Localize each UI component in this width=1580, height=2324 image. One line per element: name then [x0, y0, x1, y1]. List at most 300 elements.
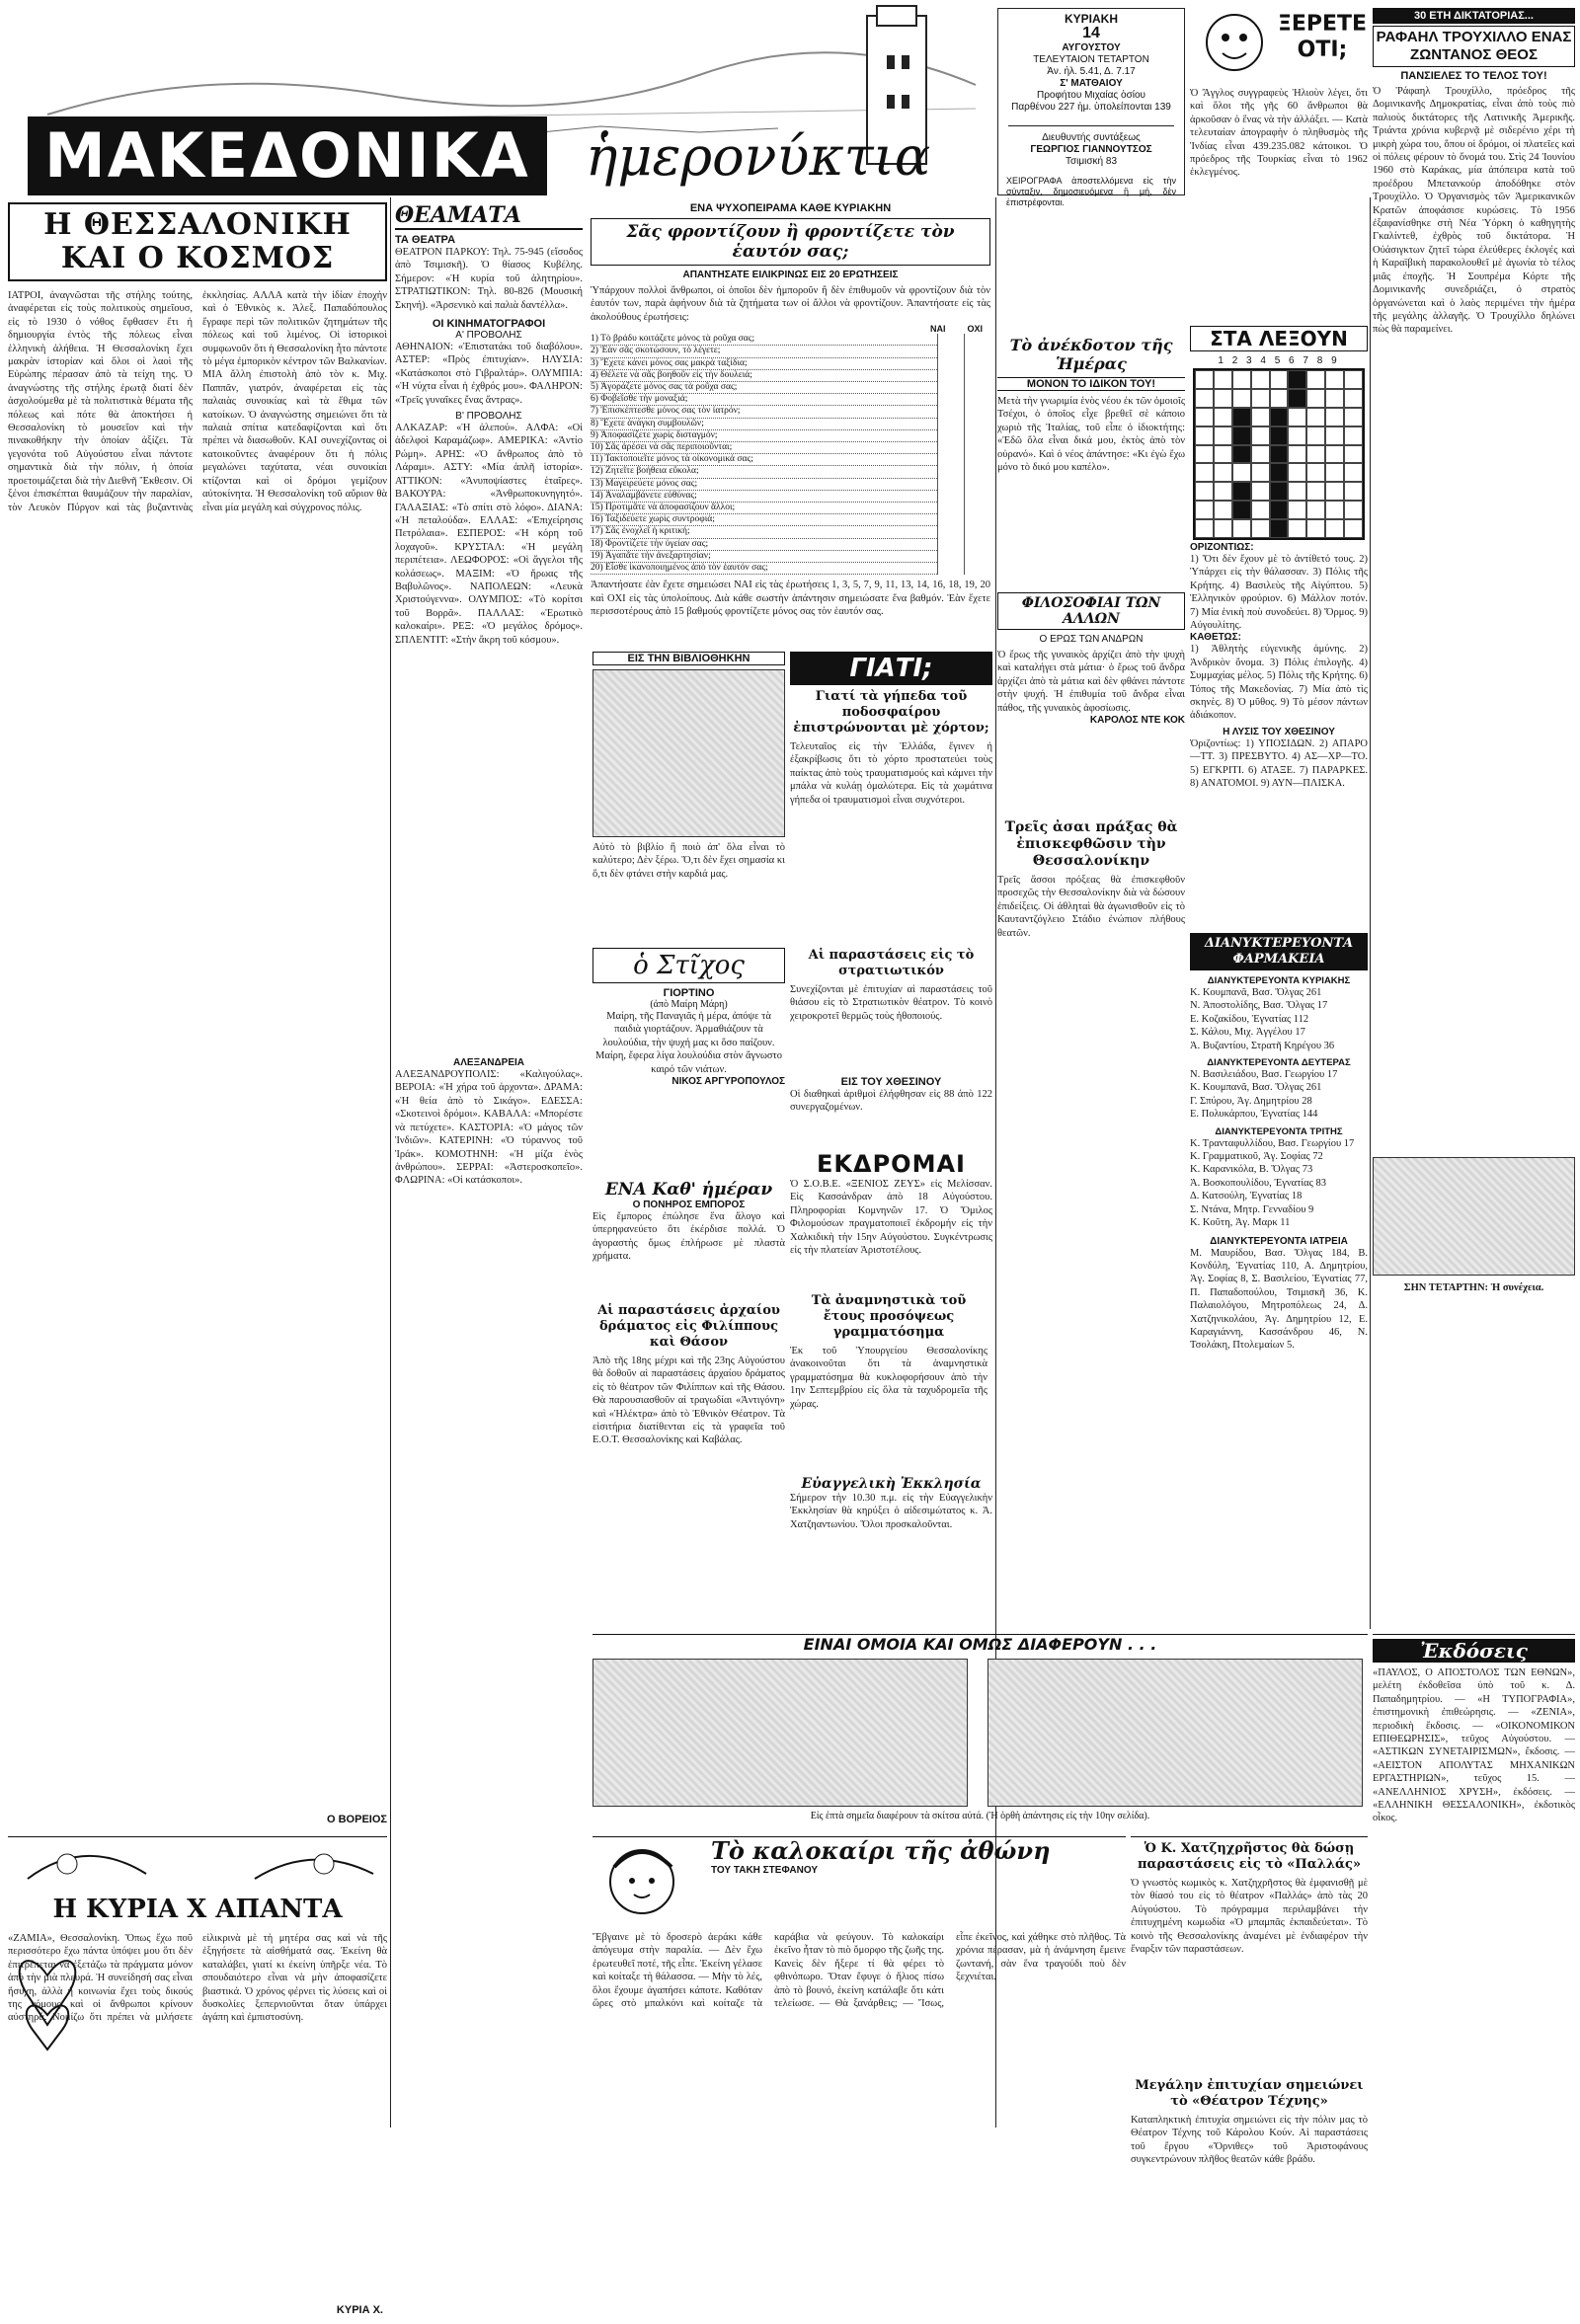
- crossword-cell[interactable]: [1232, 408, 1251, 426]
- chatzichristos-text: Ὁ γνωστὸς κωμικὸς κ. Χατζηχρῆστος θὰ ἐμφανισθῇ μὲ τὸν θίασό του εἰς τὸ θέατρον «Παλλάς» ἀπὸ τὰς 20 Αὐγούστου. Τὸ πρόγραμμα περιλαμβάνει τὴν ἐπιτυχημένη κωμωδία «Ὁ μπαμπᾶς ἐκπαιδεύεται». Τὸ κοινὸ τῆς Θεσσαλονίκης ἀναμένει μὲ ἐνδιαφέρον τὴν ἔναρξιν τῶν παραστάσεων.: [1131, 1878, 1368, 1956]
- ekdromai-box: [790, 1150, 992, 1288]
- question-yes-box[interactable]: [937, 382, 964, 394]
- crossword-cell[interactable]: [1344, 408, 1363, 426]
- manuscripts-note: ΧΕΙΡΟΓΡΑΦΑ ἀποστελλόμενα εἰς τὴν σύνταξιν, δημοσιευόμενα ἢ μή, δὲν ἐπιστρέφονται.: [1006, 176, 1176, 207]
- crossword-cell[interactable]: [1306, 426, 1325, 445]
- poem-author: (ἀπὸ Μαίρη Μάρη): [650, 999, 728, 1010]
- question-no-box[interactable]: [964, 466, 990, 478]
- question-yes-box[interactable]: [937, 358, 964, 370]
- philosophy-box: [997, 592, 1185, 810]
- crossword-cell[interactable]: [1232, 501, 1251, 519]
- question-list: [591, 334, 990, 575]
- crossword-cell[interactable]: [1214, 519, 1232, 538]
- church-text: Σήμερον τὴν 10.30 π.μ. εἰς τὴν Εὐαγγελικὴν Ἐκκλησίαν θὰ κηρύξει ὁ αἰδεσιμώτατος κ. Ἀ. Χατζηαντωνίου. Ὅλοι προσκαλοῦνται.: [790, 1493, 992, 1530]
- crossword-cell[interactable]: [1195, 519, 1214, 538]
- question-text: 8) Ἔχετε ἀνάγκη συμβουλῶν;: [591, 419, 937, 430]
- crossword-cell[interactable]: [1232, 389, 1251, 408]
- military-theatre-article: [790, 948, 992, 1066]
- aces-title: Τρεῖς ἀσαι πράξας θὰ ἐπισκεφθῶσιν τὴν Θεσσαλονίκην: [1004, 819, 1178, 869]
- question-row: [591, 454, 990, 466]
- question-yes-box[interactable]: [937, 491, 964, 503]
- director-label: Διευθυντής συντάξεως: [1042, 132, 1141, 143]
- crossword-cell[interactable]: [1270, 519, 1289, 538]
- crossword-cell[interactable]: [1195, 426, 1214, 445]
- question-text: 11) Τακτοποιεῖτε μόνος τὰ οἰκονομικά σας;: [591, 454, 937, 466]
- crossword-cell[interactable]: [1232, 519, 1251, 538]
- ekdoseis-title: Ἐκδόσεις: [1373, 1639, 1575, 1663]
- chatzichristos-title: Ὁ Κ. Χατζηχρῆστος θὰ δώσῃ παραστάσεις εἰς τὸ «Παλλάς»: [1138, 1841, 1361, 1872]
- masthead: [8, 6, 995, 195]
- pharmacies-section: [1190, 933, 1368, 1614]
- question-yes-box[interactable]: [937, 370, 964, 382]
- crossword-cell[interactable]: [1195, 408, 1214, 426]
- question-text: 20) Εἶσθε ἱκανοποιημένος ἀπὸ τὸν ἑαυτόν σας;: [591, 563, 937, 575]
- philosophy-title: ΦΙΛΟΣΟΦΙΑΙ ΤΩΝ ΑΛΛΩΝ: [997, 592, 1185, 630]
- crossword-cell[interactable]: [1288, 519, 1306, 538]
- spot-difference-title: ΕΙΝΑΙ ΟΜΟΙΑ ΚΑΙ ΟΜΩΣ ΔΙΑΦΕΡΟΥΝ . . .: [803, 1635, 1157, 1654]
- question-no-box[interactable]: [964, 551, 990, 563]
- ancient-drama-text: Ἀπὸ τῆς 18ης μέχρι καὶ τῆς 23ης Αὐγούστου θὰ δοθοῦν αἱ παραστάσεις ἀρχαίου δράματος εἰς τὸ θέατρον τῶν Φιλίππων καὶ τῆς Θάσου. Θὰ παρουσιασθοῦν αἱ τραγωδίαι «Ἀντιγόνη» καὶ «Ἠλέκτρα» ἀπὸ τὸ Ἐθνικὸν Θέατρον. Τὰ εἰσιτήρια διατίθενται εἰς τὰ γραφεῖα τοῦ Ε.Ο.Τ. Θεσσαλονίκης καὶ Καβάλας.: [592, 1356, 785, 1446]
- crossword-cell[interactable]: [1288, 426, 1306, 445]
- crossword-cell[interactable]: [1214, 408, 1232, 426]
- office-address: Τσιμισκή 83: [1065, 156, 1118, 167]
- crossword-cell[interactable]: [1270, 408, 1289, 426]
- xerete-section: [1190, 8, 1368, 324]
- question-row: [591, 419, 990, 430]
- crossword-cell[interactable]: [1232, 445, 1251, 464]
- question-row: [591, 466, 990, 478]
- column-yes: ΝΑΙ: [929, 324, 946, 335]
- anecdote-title: Τὸ ἀνέκδοτον τῆς Ἡμέρας: [1009, 336, 1173, 373]
- question-yes-box[interactable]: [937, 563, 964, 575]
- techni-text: Καταπληκτικὴ ἐπιτυχία σημειώνει εἰς τὴν πόλιν μας τὸ Θέατρον Τέχνης τοῦ Κάρολου Κούν. Αἱ παραστάσεις τοῦ ἔργου «Ὄρνιθες» τοῦ Ἀριστοφάνους συγκεντρώνουν πλῆθος θεατῶν κάθε βράδυ.: [1131, 2115, 1368, 2166]
- question-text: 3) Ἔχετε κάνει μόνος σας μακρὰ ταξίδια;: [591, 358, 937, 370]
- crossword-cell[interactable]: [1195, 501, 1214, 519]
- techni-title: Μεγάλην ἐπιτυχίαν σημειώνει τὸ «Θέατρον Τέχνης»: [1135, 2078, 1364, 2109]
- crossword-cell[interactable]: [1325, 445, 1344, 464]
- crossword-cell[interactable]: [1288, 482, 1306, 501]
- military-theatre-text: Συνεχίζονται μὲ ἐπιτυχίαν αἱ παραστάσεις τοῦ θιάσου εἰς τὸ Στρατιωτικὸν θέατρον. Τὸ κοινὸ χειροκροτεῖ θερμῶς τοὺς ἠθοποιούς.: [790, 984, 992, 1022]
- crossword-cell[interactable]: [1306, 370, 1325, 389]
- aces-text: Τρεῖς ἄσσοι πρόξεας θὰ ἐπισκεφθοῦν προσεχῶς τὴν Θεσσαλονίκην διὰ νὰ δώσουν ἐπιδείξεις. Οἱ ἀθληταὶ θὰ ἀγωνισθοῦν εἰς τὸ Καυταντζόγλειο Στάδιο ἐνώπιον πλήθους θεατῶν.: [997, 875, 1185, 939]
- pharmacy-item: Γ. Σπύρου, Ἀγ. Δημητρίου 28: [1190, 1095, 1312, 1107]
- question-yes-box[interactable]: [937, 466, 964, 478]
- psycho-subtitle: ΑΠΑΝΤΗΣΑΤΕ ΕΙΛΙΚΡΙΝΩΣ ΕΙΣ 20 ΕΡΩΤΗΣΕΙΣ: [682, 270, 899, 280]
- trujillo-body: Ὁ Ῥάφαηλ Τρουχίλλο, πρόεδρος τῆς Δομινικανῆς Δημοκρατίας, εἶναι ἀπὸ τοὺς πιὸ παλιοὺς δικτάτορες τῆς Λατινικῆς Ἀμερικῆς. Τριάντα χρόνια κυβερνᾷ μὲ σιδερένιο χέρι τὴ μικρὴ χώρα του, ὅπου οἱ δρόμοι, οἱ πλατεῖες καὶ οἱ πόλεις φέρουν τὸ ὄνομά του. Στὶς 24 Ἰουνίου 1960 στὸ Καράκας, μία ἀπόπειρα κατὰ τοῦ προέδρου Μπετανκούρ ἀποδόθηκε στὸν Τρουχίλλο. Ὁ Ὀργανισμὸς τῶν Ἀμερικανικῶν Κρατῶν ἀποφάσισε κυρώσεις. Τὸ 1956 ἐξαφανίσθηκε στὴ Νέα Ὑόρκη ὁ καθηγητὴς Γκαλίντεθ, ἐχθρὸς τοῦ δικτάτορα. Ἡ Οὐάσιγκτων ζητεῖ τώρα ἐλεύθερες ἐκλογές καὶ ἡ Καραϊβικὴ παρακολουθεῖ μὲ ἀγωνία τὸ τέλος μιᾶς ἐποχῆς. Ἡ Σουπρέμα Κόρτε τῆς Δομινικανῆς συνεδριάζει, ὁ στρατὸς ὀργανώνεται καὶ ὁ λαὸς περιμένει τὴν ἡμέρα τῆς μεγάλης ἀλλαγῆς. Ὁ Τρουχίλλο δηλώνει πὼς θὰ παραμείνει.: [1373, 86, 1575, 336]
- poem-title: ΓΙΟΡΤΙΝΟ: [663, 987, 715, 999]
- psycho-kicker: ΕΝΑ ΨΥΧΟΠΕΙΡΑΜΑ ΚΑΘΕ ΚΥΡΙΑΚΗΝ: [689, 202, 892, 214]
- ekdromai-text: Ὁ Σ.Ο.Β.Ε. «ΞΕΝΙΟΣ ΖΕΥΣ» εἰς Μελίσσαν. Εἰς Κασσάνδραν ἀπὸ 18 Αὐγούστου. Πληροφορίαι Κομνηνῶν 17. Ὁ Ὅμιλος Φιλομούσων πραγματοποιεῖ ἐκδρομήν εἰς τὴν Χαλκιδικὴ τὴν 15ην Αὐγούστου. Συγκέντρωσις εἰς τὴν πλατείαν Ἀριστοτέλους.: [790, 1179, 992, 1257]
- question-no-box[interactable]: [964, 514, 990, 526]
- kathimeran-text: Εἰς ἔμπορος ἐπώλησε ἕνα ἄλογο καὶ ὑπερηφανεύετο ὅτι ἐκέρδισε πολλά. Ὁ ἀγοραστὴς ὅμως ἐπλήρωσε μὲ πλαστὰ χρήματα.: [592, 1211, 785, 1263]
- question-no-box[interactable]: [964, 563, 990, 575]
- kalokairi-text: Ἔβγαινε μὲ τὸ δροσερὸ ἀεράκι κάθε ἀπόγευμα στὴν παραλία. — Δὲν ἔχω ἐρωτευθεῖ ποτέ, τῆς εἶπε. Ἐκείνη γέλασε καὶ κοίταξε τὴ θάλασσα. — Μὴν τὸ λές, ὅλοι ἔχουμε ἀγαπήσει κάποτε. Καθόταν ὥρες στὸ μπαλκόνι καὶ κοίταζε τὰ καράβια νὰ φεύγουν. Τὸ καλοκαίρι ἐκεῖνο ἦταν τὸ πιὸ ὄμορφο τῆς ζωῆς της. Κανεὶς δὲν ἤξερε τί θὰ φέρει τὸ φθινόπωρο. Ὅταν ἔφυγε ὁ ἥλιος πίσω ἀπὸ τὸ βουνό, ἐκείνη κατάλαβε ὅτι κάτι τελείωσε. — Θὰ ξανάρθεις; — Ἴσως, εἶπε ἐκεῖνος, καὶ χάθηκε στὸ πλῆθος. Τὰ χρόνια πέρασαν, μὰ ἡ ἀνάμνηση ἔμεινε ζωντανή, σὰν ἕνα τραγούδι ποὺ δὲν ξεχνιέται.: [592, 1932, 1126, 2010]
- kyria-x-body: «ΖΑΜΙΑ», Θεσσαλονίκη. Ὅπως ἔχω ποῦ περισσότερο ἔχω πάντα ὑπόψει μου ὅτι δὲν ἐπιτρέπεται νὰ ἐξετάζω τὰ πράγματα μόνον ἀπὸ τὴν μιὰ πλευρά. Ἡ συνείδησή σας εἶναι ἥσυχη, ἀλλὰ ἡ κοινωνία ἔχει τοὺς δικούς της νόμους καὶ οἱ ἄνθρωποι κρίνουν αὐστηρά. Νομίζω ὅτι πρέπει νὰ μιλήσετε εἰλικρινὰ μὲ τὴ μητέρα σας καὶ νὰ τῆς ἐξηγήσετε τὰ αἰσθήματά σας. Ἐκείνη θὰ καταλάβει, γιατί κι ἐκείνη ὑπῆρξε νέα. Τὸ σπουδαιότερο εἶναι νὰ μὴν ἀποφασίζετε βιαστικά. Ὁ χρόνος φέρνει τὶς λύσεις καὶ οἱ δυσκολίες ξεπερνιοῦνται ὅταν ὑπάρχει ἀγάπη καὶ ἐμπιστοσύνη.: [8, 1933, 387, 2024]
- pharmacies-title: ΔΙΑΝΥΚΤΕΡΕΥΟΝΤΑ ΦΑΡΜΑΚΕΙΑ: [1190, 933, 1368, 970]
- kathimeran-subtitle: Ο ΠΟΝΗΡΟΣ ΕΜΠΟΡΟΣ: [632, 1200, 746, 1210]
- crossword-cell[interactable]: [1344, 519, 1363, 538]
- psycho-title: Σᾶς φροντίζουν ἢ φροντίζετε τὸν ἑαυτόν σας;: [591, 218, 990, 266]
- question-yes-box[interactable]: [937, 406, 964, 418]
- kyria-x-signature: ΚΥΡΙΑ Χ.: [336, 2304, 383, 2316]
- question-row: [591, 563, 990, 575]
- crossword-cell[interactable]: [1344, 389, 1363, 408]
- library-title: ΕΙΣ ΤΗΝ ΒΙΒΛΙΟΘΗΚΗΝ: [592, 652, 785, 665]
- saint-of-day: Σ' ΜΑΤΘΑΙΟΥ: [1060, 78, 1123, 89]
- pharmacy-item: Κ. Τρανταφυλλίδου, Βασ. Γεωργίου 17: [1190, 1137, 1355, 1149]
- crossword-cell[interactable]: [1344, 426, 1363, 445]
- question-row: [591, 514, 990, 526]
- across-label: ΟΡΙΖΟΝΤΙΩΣ:: [1190, 542, 1254, 553]
- question-yes-box[interactable]: [937, 430, 964, 442]
- crossword-cell[interactable]: [1251, 370, 1270, 389]
- ekdoseis-text: «ΠΑΥΛΟΣ, Ο ΑΠΟΣΤΟΛΟΣ ΤΩΝ ΕΘΝΩΝ», μελέτη ἐκδοθεῖσα ὑπὸ τοῦ κ. Δ. Παπαδημητρίου. — «Η ΤΥΠΟΓΡΑΦΙΑ», ἐπιστημονικὴ ἐπιθεώρησις. — «ΖΕΝΙΑ», περιοδικὴ ἔκδοσις. — «ΟΙΚΟΝΟΜΙΚΟΝ ΕΠΙΘΕΩΡΗΣΙΣ», τεῦχος Αὐγούστου. — «ΑΣΤΙΚΩΝ ΣΥΝΕΤΑΙΡΙΣΜΩΝ», ἔκδοσις. — «ΑΕΙΣΤΟΝ ΑΠΟΛΥΤΑΣ ΜΗΧΑΝΙΚΩΝ ΕΡΓΑΣΤΗΡΙΩΝ», τεῦχος 15. — «ΑΝΕΛΛΗΝΙΟΣ ΧΡΥΣΗ», ἐκδόσεις. — «ΕΛΛΗΝΙΚΗ ΘΕΣΣΑΛΟΝΙΚΗ», ἐκδοτικὸς οἶκος.: [1373, 1667, 1575, 1824]
- question-yes-box[interactable]: [937, 454, 964, 466]
- crossword-cell[interactable]: [1251, 445, 1270, 464]
- question-text: 1) Τὸ βράδυ κοιτάζετε μόνος τὰ ροῦχα σας;: [591, 334, 937, 346]
- library-caption: Αὐτὸ τὸ βιβλίο ἢ ποιὸ ἀπ' ὅλα εἶναι τὸ καλύτερο; Δὲν ξέρω. Ὅ,τι δὲν ἔχει σημασία κι ὅ,τι δὲν φτάνει στὴν καρδιά μας.: [592, 842, 785, 880]
- pharmacy-item: Ἀ. Βοσκοπουλίδου, Ἐγνατίας 83: [1190, 1177, 1326, 1189]
- crossword-cell[interactable]: [1288, 501, 1306, 519]
- crossword-cell[interactable]: [1325, 370, 1344, 389]
- crossword-cell[interactable]: [1325, 463, 1344, 482]
- kathimeran-title: ΕΝΑ Καθ' ἡμέραν: [604, 1180, 773, 1200]
- philosophy-text: Ὁ ἔρως τῆς γυναικὸς ἀρχίζει ἀπὸ τὴν ψυχὴ καὶ καταλήγει στὰ μάτια· ὁ ἔρως τοῦ ἄνδρα ἀρχίζει ἀπὸ τὰ μάτια καὶ δὲν φθάνει πάντοτε στὴν ψυχή. Ἡ ἐπιθυμία τοῦ ἄνδρα εἶναι πάθος, τῆς γυναικὸς ἀφοσίωσις.: [997, 650, 1185, 714]
- date-line-1: Προφήτου Μιχαίας ὁσίου: [1036, 90, 1146, 101]
- crossword-cell[interactable]: [1270, 482, 1289, 501]
- question-yes-box[interactable]: [937, 394, 964, 406]
- trujillo-title: ΡΑΦΑΗΛ ΤΡΟΥΧΙΛΛΟ ΕΝΑΣ ΖΩΝΤΑΝΟΣ ΘΕΟΣ: [1373, 26, 1575, 67]
- down-label: ΚΑΘΕΤΩΣ:: [1190, 632, 1241, 644]
- spot-difference-image-right: [988, 1659, 1363, 1807]
- crossword-cell[interactable]: [1270, 426, 1289, 445]
- military-theatre-title: Αἱ παραστάσεις εἰς τὸ στρατιωτικόν: [808, 948, 975, 978]
- crossword-cell[interactable]: [1251, 389, 1270, 408]
- pharmacy-item: Κ. Κουμπανᾶ, Βασ. Ὄλγας 261: [1190, 987, 1322, 998]
- question-text: 14) Ἀναλαμβάνετε εὐθύνας;: [591, 491, 937, 503]
- question-text: 2) Ἐὰν σᾶς σκοτώσουν, τὸ λέγετε;: [591, 346, 937, 357]
- crossword-cell[interactable]: [1344, 482, 1363, 501]
- question-yes-box[interactable]: [937, 526, 964, 538]
- psycho-intro: Ὑπάρχουν πολλοὶ ἄνθρωποι, οἱ ὁποῖοι δὲν ἠμποροῦν ἢ δὲν ἐπιθυμοῦν νὰ φροντίζουν διὰ τὸν ἑαυτόν των, παρὰ ἀφήνουν διὰ τὰ ζητήματα των οἱ ἄλλοι νὰ φροντίζουν. Ἀπαντήσατε εἰς τὰς ἀκολούθους ἐρωτήσεις:: [591, 285, 990, 323]
- poem-text: Μαίρη, τῆς Παναγιᾶς ἡ μέρα, ἀπόψε τὰ παιδιὰ γιορτάζουν. Ἀρμαθιάζουν τὰ λουλούδια, τὴν ψυχή μας κι ὅσο παίζουν. Μαίρη, ἔφερα λίγα λουλούδια στὸν ἄγνωστο καιρό τῶν νιάτων.: [595, 1011, 782, 1075]
- pharmacy-section-label: ΔΙΑΝΥΚΤΕΡΕΥΟΝΤΑ ΔΕΥΤΕΡΑΣ: [1207, 1057, 1351, 1069]
- question-text: 10) Σᾶς ἀρέσει νὰ σᾶς περιποιοῦνται;: [591, 442, 937, 454]
- kalokairi-portrait-illustration: [592, 1837, 706, 1926]
- question-yes-box[interactable]: [937, 442, 964, 454]
- question-yes-box[interactable]: [937, 419, 964, 430]
- spot-difference-caption: Εἰς ἑπτὰ σημεῖα διαφέρουν τὰ σκίτσα αὐτά. (Ἡ ὀρθὴ ἀπάντησις εἰς τὴν 10ην σελίδα).: [810, 1811, 1150, 1821]
- question-row: [591, 370, 990, 382]
- crossword-cell[interactable]: [1195, 370, 1214, 389]
- kathimeran-section: [592, 1180, 785, 1298]
- date-number: 14: [1082, 25, 1100, 41]
- question-row: [591, 526, 990, 538]
- crossword-cell[interactable]: [1232, 463, 1251, 482]
- question-yes-box[interactable]: [937, 479, 964, 491]
- ancient-drama-title: Αἱ παραστάσεις ἀρχαίου δράματος εἰς Φιλίππους καὶ Θάσον: [597, 1303, 780, 1350]
- pharmacy-item: Ν. Ἀποστολίδης, Βασ. Ὄλγας 17: [1190, 1000, 1328, 1012]
- crossword-title: ΣΤΑ ΛΕΞΟΥΝ: [1190, 326, 1368, 351]
- stamps-title: Τὰ ἀναμνηστικὰ τοῦ ἔτους προσόψεως γραμματόσημα: [811, 1293, 967, 1340]
- crossword-cell[interactable]: [1214, 463, 1232, 482]
- question-row: [591, 394, 990, 406]
- kalokairi-author: ΤΟΥ ΤΑΚΗ ΣΤΕΦΑΝΟΥ: [711, 1865, 819, 1876]
- psycho-outro: Ἀπαντήσατε ἐὰν ἔχετε σημειώσει ΝΑΙ εἰς τὰς ἐρωτήσεις 1, 3, 5, 7, 9, 11, 13, 14, 16, 18, 19, 20 καὶ ΟΧΙ εἰς τὰς ὑπολοίπους. Διὰ κάθε σωστὴν ἀπάντησιν σημειώσατε ἕνα βαθμόν. Ἐὰν ἔχετε περισσοτέρους ἀπὸ 15 βαθμούς φροντίζετε μόνος σας τὸν ἑαυτόν σας.: [591, 580, 990, 618]
- kalokairi-story: [592, 1836, 1126, 2320]
- crossword-cell[interactable]: [1325, 426, 1344, 445]
- lead-body: ΙΑΤΡΟΙ, ἀναγνῶσται τῆς στήλης τούτης, ἀναφέρεται εἰς τοὺς πολιτικοὺς σημεῖουσ, εἰς τὸ 1930 ὁ νόθος ἔφθασεν ἔτι ἡ δημιουργία ἐντὸς τῆς πόλεως εἶναι ἑλληνικὴ ἀλήθεια. Ἡ Θεσσαλονίκη ἔχει μακρὰν ἱστορίαν καὶ ὅλοι οἱ λαοὶ τῆς Εὐρώπης πέρασαν ἀπὸ τὰ τείχη της. Ὁ ἀναγνώστης τῆς στήλης ἐρωτᾷ διατί δὲν ἀσχολούμεθα μὲ τὰ πολιτιστικὰ θέματα τῆς πόλεως καὶ πότε θὰ ἀποκτήσει ἡ Θεσσαλονίκη τὸ μουσεῖον καὶ τὴν πινακοθήκην τὴν ὁποίαν ἀξίζει. Τὰ γεγονότα τοῦ Αὐγούστου εἶναι πάντοτε σημαντικὰ διὰ τὴν πόλιν, ἡ ὁποία προετοιμάζεται διὰ τὴν Διεθνῆ Ἔκθεσιν. Οἱ ξένοι ἐπισκέπται θαυμάζουν τὴν παραλίαν, τὸν Λευκὸν Πύργον καὶ τὰς βυζαντινὰς ἐκκλησίας. ΑΛΛΑ κατὰ τὴν ἰδίαν ἐποχὴν καὶ ὁ Ἐθνικὸς κ. Ἀλεξ. Παπαδόπουλος ἔγραφε περὶ τῶν πολιτικῶν ζητημάτων τῆς πόλεως καὶ τοῦ λιμένος. Οἱ ἱστορικοὶ συμφωνοῦν ὅτι ἡ Θεσσαλονίκη ἦτο πάντοτε τὸ μέγα ἐμπορικὸν κέντρον τῶν Βαλκανίων. ΜΙΑ ἄλλη ἐπιστολὴ ἀπὸ τὸν κ. Μιχ. Παππᾶν, γιατρόν, ἀναφέρεται εἰς τὰς παλαιὰς συνοικίας καὶ τὰ ἔθιμα τῶν κατοίκων. Ὁ ἀναγνώστης σημειώνει ὅτι τὰ παλαιὰ σπίτια κατεδαφίζονται καὶ ὅτι πρέπει νὰ διασωθοῦν. ΚΑΙ συνεχίζοντας οἱ κατοικοῦντες ἀναφέρουν ὅτι ἡ πόλις μεγαλώνει ταχύτατα, νέαι συνοικίαι κτίζονται καὶ οἱ δρόμοι γεμίζουν αὐτοκίνητα. Ἡ Θεσσαλονίκη τοῦ αὔριον θὰ εἶναι μία μεγάλη καὶ σύγχρονος πόλις.: [8, 290, 387, 513]
- question-yes-box[interactable]: [937, 346, 964, 357]
- theatre-listings: ΘΕΑΤΡΟΝ ΠΑΡΚΟΥ: Τηλ. 75-945 (εἴσοδος ἀπὸ Τσιμισκῆ). Ὁ θίασος Κυβέλης. Σήμερον: «Ἡ κυρία τοῦ ἀλητηρίου». ΣΤΡΑΤΙΩΤΙΚΟΝ: Τηλ. 80-826 (Μουσική Σκηνή). «Ἀρσενικὸ καὶ παλιὰ δαντέλλα».: [395, 247, 583, 311]
- pharmacy-item: Κ. Κουμπανᾶ, Βασ. Ὄλγας 261: [1190, 1082, 1322, 1094]
- moon-phase: ΤΕΛΕΥΤΑΙΟΝ ΤΕΤΑΡΤΟΝ: [1033, 54, 1149, 65]
- pharmacy-item: Κ. Κοῦτη, Ἀγ. Μαρκ 11: [1190, 1217, 1291, 1229]
- trujillo-kicker: 30 ΕΤΗ ΔΙΚΤΑΤΟΡΙΑΣ...: [1373, 8, 1575, 24]
- crossword-cell[interactable]: [1344, 501, 1363, 519]
- anecdote-headline: ΜΟΝΟΝ ΤΟ ΙΔΙΚΟΝ ΤΟΥ!: [997, 377, 1185, 391]
- library-illustration: [592, 669, 785, 837]
- question-row: [591, 551, 990, 563]
- solution-label: Η ΛΥΣΙΣ ΤΟΥ ΧΘΕΣΙΝΟΥ: [1223, 726, 1335, 737]
- crossword-cell[interactable]: [1306, 463, 1325, 482]
- cinema-b-listings: ΑΛΚΑΖΑΡ: «Ἡ ἀλεπού». ΑΛΦΑ: «Οἱ ἀδελφοὶ Καραμάζωφ». ΑΜΕΡΙΚΑ: «Ἀντίο Ρώμη». ΑΡΗΣ: «Ὁ ἄνθρωπος ἀπὸ τὸ Λάραμι». ΑΣΤΥ: «Μία ἀπλῆ ἱστορία». ΑΤΤΙΚΟΝ: «Ἀνυποψίαστες ἑταῖρες». ΒΑΚΟΥΡΑ: «Ἀνθρωποκυνηγητό». ΓΑΛΑΞΙΑΣ: «Τὸ σπίτι στὸ λόφο». ΔΙΑΝΑ: «Ἡ πεταλούδα». ΕΛΛΑΣ: «Ἐπιχείρησις Πετρόλαια». ΕΣΠΕΡΟΣ: «Ἡ κόρη τοῦ λοχαγοῦ». ΚΡΥΣΤΑΛ: «Ἡ μεγάλη περιπέτεια». ΛΕΩΦΟΡΟΣ: «Οἱ ἄγγελοι τῆς κολάσεως». ΜΑΞΙΜ: «Ὁ ἥρωας τῆς Βαβυλῶνος». ΝΑΠΟΛΕΩΝ: «Λευκὰ Χριστούγεννα». ΟΛΥΜΠΟΣ: «Τὸ κορίτσι τοῦ Βορρᾶ». ΠΑΛΛΑΣ: «Ἐρωτικὸ καλοκαίρι». ΡΕΞ: «Ὁ μεγάλος δρόμος». ΣΠΛΕΝΤΙΤ: «Στὴν ἄκρη τοῦ κόσμου».: [395, 423, 583, 646]
- philosophy-subtitle: Ο ΕΡΩΣ ΤΩΝ ΑΝΔΡΩΝ: [1039, 634, 1144, 645]
- crossword-cell[interactable]: [1306, 445, 1325, 464]
- crossword-cell[interactable]: [1270, 501, 1289, 519]
- date-box: [997, 8, 1185, 207]
- masthead-subtitle: ἡμερονύκτια: [586, 125, 931, 188]
- crossword-cell[interactable]: [1214, 482, 1232, 501]
- question-text: 13) Μαγειρεύετε μόνος σας;: [591, 479, 937, 491]
- crossword-cell[interactable]: [1251, 519, 1270, 538]
- pharmacies-list: [1190, 975, 1368, 1230]
- question-no-box[interactable]: [964, 430, 990, 442]
- question-row: [591, 430, 990, 442]
- ancient-drama-article: [592, 1303, 785, 1629]
- crossword-cell[interactable]: [1232, 370, 1251, 389]
- provinces-listings: ΑΛΕΞΑΝΔΡΟΥΠΟΛΙΣ: «Καλιγούλας». ΒΕΡΟΙΑ: «Ἡ χήρα τοῦ ἀρχοντα». ΔΡΑΜΑ: «Ἡ θεία ἀπὸ τὸ Σικάγο». ΕΔΕΣΣΑ: «Σκοτεινοὶ δρόμοι». ΚΑΒΑΛΑ: «Μπορέστε νὰ πετύχετε». ΚΑΣΤΟΡΙΑ: «Ὁ μάγος τῶν Ἰνδιῶν». ΚΑΤΕΡΙΝΗ: «Ὁ τύραννος τοῦ Ἰράκ». ΚΟΜΟΤΗΝΗ: «Ἡ μίζα ἑνὸς ἀνθρώπου». ΣΕΡΡΑΙ: «Ἀστεροσκοπεῖο». ΦΛΩΡΙΝΑ: «Οἱ κατάσκοποι».: [395, 1069, 583, 1187]
- crossword-cell[interactable]: [1214, 389, 1232, 408]
- yesterday-text: Οἱ διαθηκαὶ ἀριθμοὶ ἐλήφθησαν εἰς 88 ἀπὸ 122 συνεργαζομένων.: [790, 1089, 992, 1114]
- crossword-cell[interactable]: [1344, 463, 1363, 482]
- yesterday-box: [790, 1076, 992, 1145]
- question-text: 15) Προτιμᾶτε νὰ ἀποφασίζουν ἄλλοι;: [591, 503, 937, 514]
- crossword-section: [1190, 326, 1368, 928]
- crossword-cell[interactable]: [1306, 501, 1325, 519]
- question-text: 7) Ἐπισκέπτεσθε μόνος σας τὸν ἰατρόν;: [591, 406, 937, 418]
- crossword-cell[interactable]: [1251, 463, 1270, 482]
- question-no-box[interactable]: [964, 491, 990, 503]
- question-no-box[interactable]: [964, 539, 990, 551]
- date-line-2: Παρθένου 227 ἡμ. ὑπολείπονται 139: [1011, 102, 1171, 113]
- cinema-a-listings: ΑΘΗΝΑΙΟΝ: «Ἐπιστατάκι τοῦ διαβόλου». ΑΣΤΕΡ: «Πρὸς ἐπιτυχίαν». ΗΛΥΣΙΑ: «Κατάσκοποι στὸ Γιβραλτάρ». ΟΛΥΜΠΙΑ: «Ἡ νύχτα εἶναι ἡ ἐχθρός μου». ΦΑΛΗΡΟΝ: «Τρεῖς γυναῖκες ἔνας ἄντρας».: [395, 342, 583, 406]
- crossword-cell[interactable]: [1325, 519, 1344, 538]
- kalokairi-title: Τὸ καλοκαίρι τῆς ἀθώνη: [711, 1836, 1051, 1865]
- xerete-title: ΞΕΡΕΤΕ ΟΤΙ;: [1277, 12, 1368, 62]
- crossword-cell[interactable]: [1306, 519, 1325, 538]
- question-no-box[interactable]: [964, 526, 990, 538]
- kyria-x-column: [8, 1836, 387, 2320]
- crossword-cell[interactable]: [1306, 389, 1325, 408]
- question-row: [591, 382, 990, 394]
- ekdoseis-section: [1373, 1634, 1575, 2315]
- crossword-cell[interactable]: [1270, 463, 1289, 482]
- crossword-cell[interactable]: [1288, 408, 1306, 426]
- question-no-box[interactable]: [964, 442, 990, 454]
- question-text: 12) Ζητεῖτε βοήθεια εὔκολα;: [591, 466, 937, 478]
- crossword-cell[interactable]: [1344, 445, 1363, 464]
- xerete-cartoon-icon: [1190, 8, 1279, 77]
- crossword-cell[interactable]: [1325, 408, 1344, 426]
- spot-difference-image-left: [592, 1659, 968, 1807]
- crossword-cell[interactable]: [1251, 501, 1270, 519]
- crossword-numbers: 1 2 3 4 5 6 7 8 9: [1218, 355, 1340, 366]
- crossword-cell[interactable]: [1270, 389, 1289, 408]
- column-no: ΟΧΙ: [967, 324, 983, 335]
- pharmacy-item: Κ. Καρανικόλα, Β. Ὄλγας 73: [1190, 1164, 1313, 1176]
- question-yes-box[interactable]: [937, 334, 964, 346]
- question-text: 17) Σᾶς ἐνοχλεῖ ἡ κριτική;: [591, 526, 937, 538]
- stamps-text: Ἐκ τοῦ Ὑπουργείου Θεσσαλονίκης ἀνακοινοῦται ὅτι τὰ ἀναμνηστικὰ γραμματόσημα θὰ κυκλοφορήσουν ἀπὸ τὴν 1ην Σεπτεμβρίου εἰς ὅλα τὰ ταχυδρομεῖα τῆς χώρας.: [790, 1346, 988, 1410]
- crossword-cell[interactable]: [1344, 370, 1363, 389]
- question-text: 18) Φροντίζετε τὴν ὑγείαν σας;: [591, 539, 937, 551]
- solution-text: Ὁριζοντίως: 1) ΥΠΟΣΙΔΩΝ. 2) ΑΠΑΡΟ—ΤΤ. 3) ΠΡΕΣΒΥΤΟ. 4) ΑΣ—ΧΡ—ΤΟ. 5) ΕΓΚΡΙΤΙ. 6) ΑΤΑΞΕ. 7) ΠΑΡΑΡΚΕΣ. 8) ΑΝΑΤΟΜΟΙ. 9) ΑΥΝ—ΠΛΙΣΚΑ.: [1190, 737, 1368, 790]
- pharmacy-item: Δ. Κατσούλη, Ἐγνατίας 18: [1190, 1191, 1303, 1202]
- trujillo-subtitle: ΠΑΝΣΙΕΛΕΣ ΤΟ ΤΕΛΟΣ ΤΟΥ!: [1400, 70, 1547, 82]
- giati-section: [790, 652, 992, 938]
- chatzichristos-article: [1131, 1836, 1368, 2073]
- question-row: [591, 346, 990, 357]
- crossword-cell[interactable]: [1325, 501, 1344, 519]
- question-no-box[interactable]: [964, 346, 990, 357]
- crossword-cell[interactable]: [1288, 445, 1306, 464]
- giati-subtitle: Γιατί τὰ γήπεδα τοῦ ποδοσφαίρου ἐπιστρώνονται μὲ χόρτον;: [793, 689, 989, 736]
- question-yes-box[interactable]: [937, 514, 964, 526]
- pharmacy-item: Ν. Βασιλειάδου, Βασ. Γεωργίου 17: [1190, 1069, 1338, 1081]
- date-day: ΚΥΡΙΑΚΗ: [1064, 12, 1118, 26]
- question-text: 5) Ἀγοράζετε μόνος σας τὰ ροῦχα σας;: [591, 382, 937, 394]
- crossword-cell[interactable]: [1251, 408, 1270, 426]
- question-no-box[interactable]: [964, 419, 990, 430]
- question-row: [591, 358, 990, 370]
- crossword-cell[interactable]: [1195, 482, 1214, 501]
- crossword-cell[interactable]: [1306, 482, 1325, 501]
- down-clues: 1) Ἀθλητὴς εὐγενικῆς ἀμύνης. 2) Ἀνδρικὸν ὄνομα. 3) Πόλις ἐπιλογῆς. 4) Συμμαχίας μέλος. 5) Πόλις τῆς Κρήτης. 6) Τόπος τῆς Μακεδονίας. 7) Μία ἀπὸ τὶς σκηνὲς. 8) Ὁ μῦθος. 9) Τὸ μέσον πάντων ἀδιάκοπον.: [1190, 644, 1368, 722]
- crossword-cell[interactable]: [1251, 426, 1270, 445]
- crossword-cell[interactable]: [1325, 389, 1344, 408]
- crossword-cell[interactable]: [1325, 482, 1344, 501]
- doctors-title: ΔΙΑΝΥΚΤΕΡΕΥΟΝΤΑ ΙΑΤΡΕΙΑ: [1210, 1235, 1348, 1247]
- crossword-cell[interactable]: [1232, 482, 1251, 501]
- question-text: 4) Θέλετε νὰ σᾶς βοηθοῦν εἰς τὴν δουλειά;: [591, 370, 937, 382]
- question-no-box[interactable]: [964, 334, 990, 346]
- kyria-x-title: Η ΚΥΡΙΑ Χ ΑΠΑΝΤΑ: [52, 1895, 343, 1924]
- pharmacy-section-label: ΔΙΑΝΥΚΤΕΡΕΥΟΝΤΑ ΤΡΙΤΗΣ: [1215, 1125, 1343, 1137]
- crossword-grid[interactable]: [1193, 368, 1365, 540]
- crossword-cell[interactable]: [1214, 426, 1232, 445]
- stichos-title: ὁ Στῖχος: [592, 948, 785, 983]
- question-no-box[interactable]: [964, 406, 990, 418]
- crossword-cell[interactable]: [1288, 463, 1306, 482]
- question-row: [591, 334, 990, 346]
- question-no-box[interactable]: [964, 394, 990, 406]
- pharmacy-item: Σ. Κάλου, Μιχ. Ἀγγέλου 17: [1190, 1027, 1305, 1039]
- crossword-cell[interactable]: [1232, 426, 1251, 445]
- question-row: [591, 406, 990, 418]
- crossword-cell[interactable]: [1195, 463, 1214, 482]
- giati-text: Τελευταῖος εἰς τὴν Ἑλλάδα, ἔγινεν ἡ ἐξακρίβωσις ὅτι τὸ χόρτο προστατεύει τοὺς παίκτας ἀπὸ τοὺς τραυματισμούς καὶ κάμνει τὴν μπάλα νὰ κυλάῃ ὁμαλώτερα. Εἰς τὰ χωμάτινα γήπεδα οἱ τραυματισμοὶ εἶναι συχνότεροι.: [790, 741, 992, 806]
- crossword-cell[interactable]: [1288, 370, 1306, 389]
- anecdote-text: Μετὰ τὴν γνωριμία ἑνὸς νέου ἐκ τῶν ὁμοιοῖς Τσέχοι, ὁ ὁποῖος εἶχε βρεθεῖ σὲ κάποιο χωριὸ τῆς Ἰταλίας, τοῦ εἶπε ὁ ἰδιοκτήτης: «Ἐδῶ ὅλα εἶναι δικά μου, ἐκτὸς ἀπὸ τὸν οὐρανό». Καὶ ὁ νέος ἀπάντησε: «Κι ἐγὼ ἔχω μόνο τὸ δικό μου καπέλο».: [997, 396, 1185, 474]
- philosophy-signature: ΚΑΡΟΛΟΣ ΝΤΕ ΚΟΚ: [1089, 715, 1185, 727]
- date-month: ΑΥΓΟΥΣΤΟΥ: [1062, 42, 1121, 53]
- question-no-box[interactable]: [964, 358, 990, 370]
- question-yes-box[interactable]: [937, 539, 964, 551]
- ekdromai-title: ΕΚΔΡΟΜΑΙ: [817, 1150, 966, 1178]
- question-row: [591, 442, 990, 454]
- giati-title: ΓΙΑΤΙ;: [790, 652, 992, 685]
- question-no-box[interactable]: [964, 370, 990, 382]
- crossword-cell[interactable]: [1214, 370, 1232, 389]
- crossword-cell[interactable]: [1214, 501, 1232, 519]
- pharmacy-section-label: ΔΙΑΝΥΚΤΕΡΕΥΟΝΤΑ ΚΥΡΙΑΚΗΣ: [1207, 975, 1351, 986]
- question-yes-box[interactable]: [937, 503, 964, 514]
- crossword-cell[interactable]: [1306, 408, 1325, 426]
- poem-signature: ΝΙΚΟΣ ΑΡΓΥΡΟΠΟΥΛΟΣ: [672, 1076, 785, 1088]
- church-box: [790, 1476, 992, 1624]
- pharmacy-item: Ε. Κοζακίδου, Ἐγνατίας 112: [1190, 1013, 1309, 1025]
- techni-article: [1131, 2078, 1368, 2315]
- lead-signature: Ο ΒΟΡΕΙΟΣ: [327, 1814, 387, 1825]
- psycho-test: [591, 202, 990, 647]
- question-no-box[interactable]: [964, 503, 990, 514]
- question-yes-box[interactable]: [937, 551, 964, 563]
- question-text: 19) Ἀγαπᾶτε τὴν ἀνεξαρτησίαν;: [591, 551, 937, 563]
- question-text: 9) Ἀποφασίζετε χωρὶς δισταγμόν;: [591, 430, 937, 442]
- masthead-title: ΜΑΚΕΔΟΝΙΚΑ: [28, 116, 547, 195]
- trujillo-footer: ΣΗΝ ΤΕΤΑΡΤΗΝ: Ἡ συνέχεια.: [1403, 1282, 1544, 1293]
- xerete-text: Ὁ Ἄγγλος συγγραφεὺς Ἠλιοὺν λέγει, ὅτι καὶ ὅλοι τῆς γῆς 60 ἄνθρωποι θὰ ἀρκοῦσαν ὁ ἕνας νὰ τὴν ἀλλάξει. — Κατὰ τελευταίαν ἀπογραφὴν ὁ πληθυσμὸς τῆς Ἰνδίας εἶναι 439.235.082 κάτοικοι. Ὁ πρόεδρος τῆς Τουρκίας εἶναι τὸ 1962 ἐκλεγμένος.: [1190, 88, 1368, 179]
- crossword-cell[interactable]: [1195, 445, 1214, 464]
- question-no-box[interactable]: [964, 479, 990, 491]
- aces-article: [997, 819, 1185, 1155]
- pharmacy-item: Σ. Ντάνα, Μητρ. Γενναδίου 9: [1190, 1203, 1314, 1215]
- theamata-column: [395, 202, 583, 1634]
- crossword-cell[interactable]: [1251, 482, 1270, 501]
- theatre-label: ΤΑ ΘΕΑΤΡΑ: [395, 234, 456, 246]
- question-text: 16) Ταξιδεύετε χωρὶς συντροφιά;: [591, 514, 937, 526]
- crossword-cell[interactable]: [1270, 370, 1289, 389]
- crossword-cell[interactable]: [1288, 389, 1306, 408]
- question-text: 6) Φοβεῖσθε τὴν μοναξιά;: [591, 394, 937, 406]
- trujillo-photo: [1373, 1157, 1575, 1276]
- yesterday-title: ΕΙΣ ΤΟΥ ΧΘΕΣΙΝΟΥ: [840, 1076, 942, 1088]
- trujillo-article: [1373, 8, 1575, 1627]
- crossword-cell[interactable]: [1214, 445, 1232, 464]
- stichos-section: [592, 948, 785, 1175]
- crossword-cell[interactable]: [1270, 445, 1289, 464]
- question-no-box[interactable]: [964, 382, 990, 394]
- library-section: [592, 652, 785, 938]
- lead-article: [8, 202, 387, 1831]
- question-row: [591, 503, 990, 514]
- crossword-cell[interactable]: [1195, 389, 1214, 408]
- pharmacy-item: Ἀ. Βυζαντίου, Στρατῆ Κηρέγου 36: [1190, 1040, 1335, 1051]
- spot-difference-section: [592, 1634, 1368, 1831]
- question-no-box[interactable]: [964, 454, 990, 466]
- question-row: [591, 491, 990, 503]
